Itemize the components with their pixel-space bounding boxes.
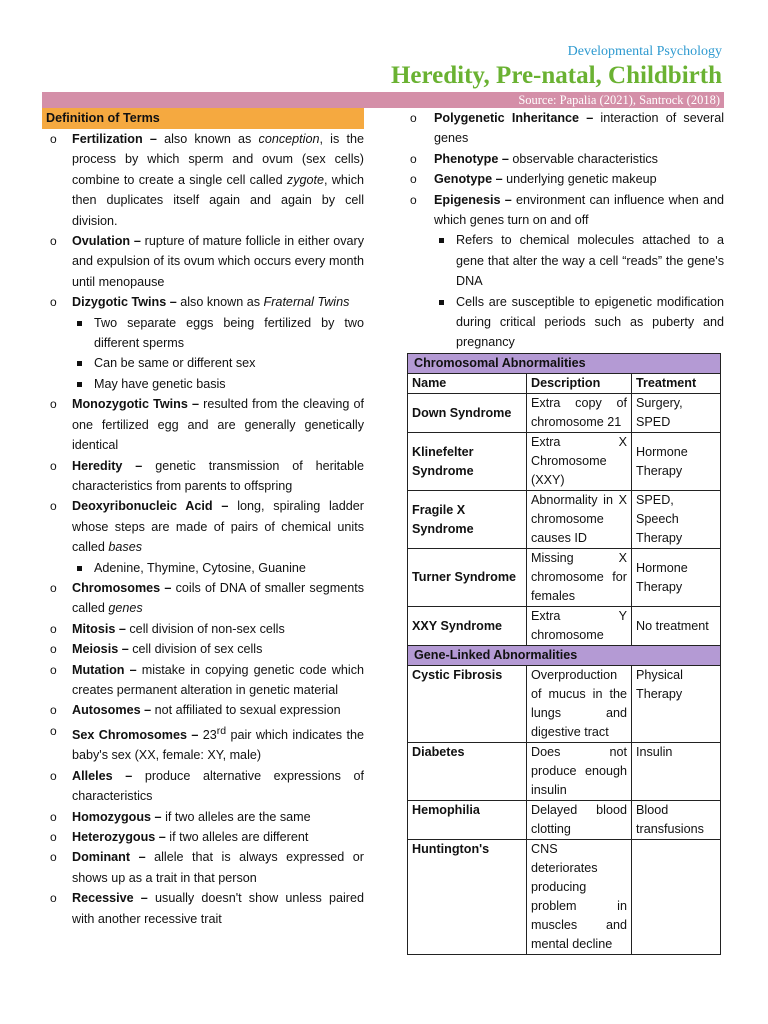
cell-name: Hemophilia [408,801,527,840]
term-sex-chromosomes [42,721,364,766]
cell-description: Abnormality in X chromosome causes ID [527,491,632,549]
term-italic: conception [258,132,320,146]
term-text: also known as [156,132,259,146]
cell-treatment: Insulin [632,743,721,801]
term-phenotype [404,149,724,169]
sub-list [72,558,364,578]
term-label: Heterozygous – [72,830,166,844]
cell-description: Extra copy of chromosome 21 [527,394,632,433]
term-text: also known as [176,295,264,310]
term-text: allele that is always expressed or shows up as a trait in that person [72,850,364,885]
term-polygenetic [404,108,724,149]
col-header-treatment: Treatment [632,374,721,394]
table-row [408,549,721,607]
source-bar [42,92,724,108]
term-text: if two alleles are different [165,830,309,844]
table-row [408,743,721,801]
term-dominant [42,847,364,888]
term-monozygotic [42,394,364,455]
term-label: Alleles – [72,768,133,783]
term-text: mistake in copying genetic code which creates permanent alteration in genetic material [72,662,364,697]
term-text: pair which indicates the baby's sex (XX, female: XY, male) [72,727,364,763]
term-label: Homozygous – [72,809,162,824]
left-column [42,108,364,929]
term-mutation [42,660,364,701]
sub-item: Two separate eggs being fertilized by two different sperms [72,313,364,354]
term-text: genetic transmission of heritable characteristics from parents to offspring [72,458,364,493]
term-label: Autosomes – [72,703,152,718]
table-row [408,607,721,646]
table-row [408,394,721,433]
term-text: observable characteristics [508,151,658,166]
term-meiosis [42,639,364,659]
section-row [408,646,721,666]
term-label: Chromosomes – [72,580,172,595]
term-label: Monozygotic Twins – [72,397,200,412]
page-title: Heredity, Pre-natal, Childbirth [390,62,722,89]
gene-linked-heading: Gene-Linked Abnormalities [408,646,721,666]
course-subtitle: Developmental Psychology [567,44,722,59]
term-italic: bases [108,540,143,555]
table-row [408,491,721,549]
cell-treatment: Hormone Therapy [632,433,721,491]
cell-treatment: Blood transfusions [632,801,721,840]
term-text: usually doesn't show unless paired with another recessive trait [72,891,364,926]
cell-treatment [632,840,721,955]
col-header-description: Description [527,374,632,394]
term-ovulation [42,231,364,292]
term-label: Dizygotic Twins – [72,295,177,310]
cell-treatment: SPED, Speech Therapy [632,491,721,549]
term-text: cell division of sex cells [128,642,263,657]
term-text: long, spiraling ladder whose steps are made of pairs of chemical units called [72,499,365,555]
term-italic: Fraternal Twins [263,295,350,310]
abnormalities-table [407,353,721,955]
cell-description: Missing X chromosome for females [527,549,632,607]
term-label: Heredity – [72,458,143,473]
cell-name: XXY Syndrome [408,607,527,646]
sub-item: Adenine, Thymine, Cytosine, Guanine [72,558,364,578]
cell-name: Cystic Fibrosis [408,666,527,743]
term-text: , which then duplicates itself again and again by cell division. [72,172,364,228]
term-alleles [42,766,364,807]
term-label: Meiosis – [72,642,129,657]
term-label: Sex Chromosomes – [72,727,199,742]
cell-name: Fragile X Syndrome [408,491,527,549]
term-text: if two alleles are the same [161,809,311,824]
term-text: 23 [198,727,217,742]
term-heredity [42,456,364,497]
table-row [408,801,721,840]
cell-description: Overproduction of mucus in the lungs and digestive tract [527,666,632,743]
term-text: environment can influence when and which genes turn on and off [434,192,725,228]
table-row [408,433,721,491]
term-genotype [404,169,724,189]
term-label: Dominant – [72,850,146,865]
sub-item: Refers to chemical molecules attached to a gene that alter the way a cell “reads” the gene's DNA [434,230,724,291]
sub-item: Cells are susceptible to epigenetic modification during critical periods such as puberty and pregnancy [434,292,724,353]
definitions-heading: Definition of Terms [42,108,364,129]
term-text: not affiliated to sexual expression [151,703,341,718]
term-label: Fertilization – [72,132,157,146]
header-row [408,374,721,394]
sub-item: Can be same or different sex [72,353,364,373]
chromosomal-heading: Chromosomal Abnormalities [408,354,721,374]
term-label: Deoxyribonucleic Acid – [72,499,229,514]
term-autosomes [42,700,364,720]
cell-description: Extra X Chromosome (XXY) [527,433,632,491]
table-row [408,666,721,743]
term-text: , is the process by which sperm and ovum (sex cells) combine to create a single cell called [72,132,364,187]
cell-name: Huntington's [408,840,527,955]
cell-name: Turner Syndrome [408,549,527,607]
term-label: Genotype – [434,172,503,187]
term-recessive [42,888,364,929]
term-label: Mitosis – [72,621,126,636]
table-row [408,840,721,955]
term-epigenesis [404,190,724,353]
term-italic: genes [108,601,143,616]
col-header-name: Name [408,374,527,394]
term-label: Polygenetic Inheritance – [434,111,594,125]
term-homozygous [42,807,364,827]
term-label: Epigenesis – [434,192,512,207]
cell-description: Does not produce enough insulin [527,743,632,801]
cell-description: CNS deteriorates producing problem in muscles and mental decline [527,840,632,955]
terms-list [404,108,724,353]
term-superscript: rd [216,724,227,737]
term-text: underlying genetic makeup [502,172,657,187]
cell-treatment: Hormone Therapy [632,549,721,607]
term-dna [42,496,364,578]
term-italic: zygote [286,172,324,187]
term-text: interaction of several genes [434,111,724,146]
cell-treatment: No treatment [632,607,721,646]
term-chromosomes [42,578,364,619]
cell-description: Extra Y chromosome [527,607,632,646]
terms-list [42,129,364,929]
term-label: Phenotype – [434,151,509,166]
cell-name: Down Syndrome [408,394,527,433]
cell-treatment: Physical Therapy [632,666,721,743]
section-row [408,354,721,374]
right-column [404,108,724,353]
cell-treatment: Surgery, SPED [632,394,721,433]
cell-description: Delayed blood clotting [527,801,632,840]
sub-list [434,230,724,352]
source-text: Source: Papalia (2021), Santrock (2018) [518,93,720,107]
term-mitosis [42,619,364,639]
term-text: resulted from the cleaving of one fertilized egg and are generally genetically identical [72,397,364,453]
sub-list [72,313,364,395]
cell-name: Diabetes [408,743,527,801]
term-dizygotic [42,292,364,394]
term-text: rupture of mature follicle in either ovary and expulsion of its ovum which occurs every month until menopause [72,234,364,289]
term-text: cell division of non-sex cells [125,621,285,636]
term-text: produce alternative expressions of characteristics [72,768,364,804]
term-heterozygous [42,827,364,847]
term-label: Mutation – [72,662,137,677]
term-label: Ovulation – [72,234,141,249]
cell-name: Klinefelter Syndrome [408,433,527,491]
sub-item: May have genetic basis [72,374,364,394]
term-label: Recessive – [72,891,148,906]
term-text: coils of DNA of smaller segments called [72,580,364,616]
term-fertilization [42,129,364,231]
